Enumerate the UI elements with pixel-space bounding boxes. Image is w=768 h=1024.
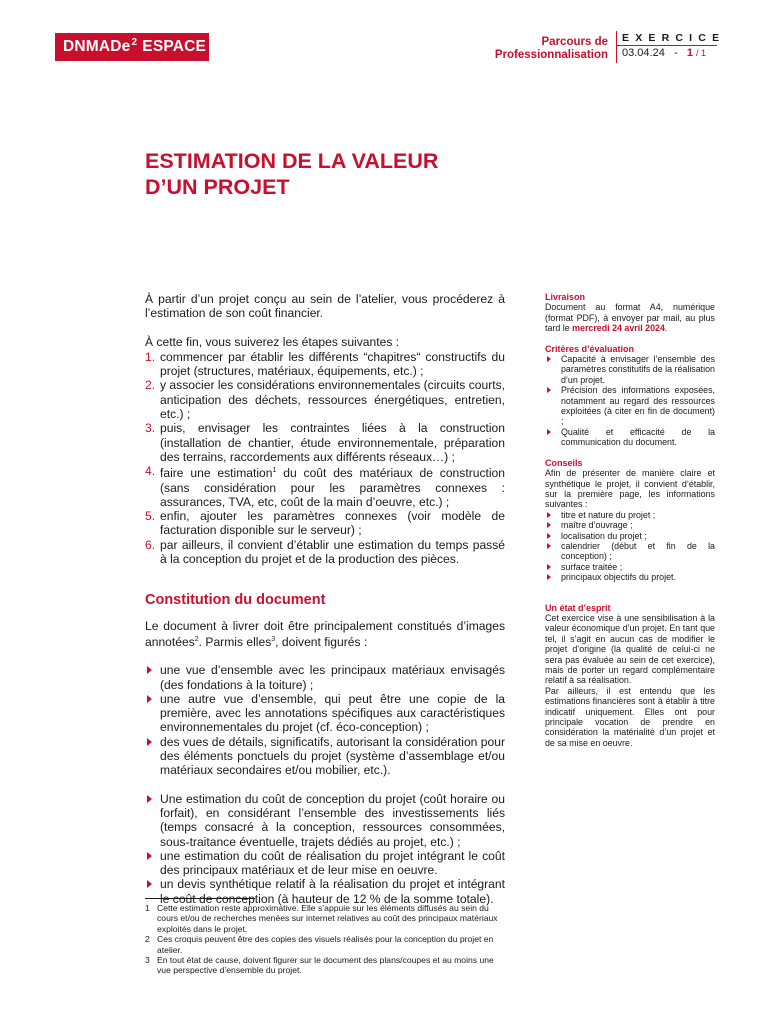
bullet-triangle-icon [547,522,551,528]
esprit-paragraph-1: Cet exercice vise à une sensibilisation à la valeur économique d’un projet. En tant que tel, il s’agit en aucun cas de modifier le projet d’origine (la qualité de celui-ci ne sera pas évaluée au sein de cet exercice), mais de porter un regard complémentaire relatif à sa réalisation. [545,612,715,686]
livraison-text [545,302,715,333]
list-item-text: une autre vue d’ensemble, qui peut être une copie de la première, avec les annotations spécifiques aux caractéristiques environnementales du projet (cf. éco-conception) ; [160,691,505,735]
footnote [145,903,505,934]
footnote-text: Ces croquis peuvent être des copies des visuels réalisés pour la conception du projet en atelier. [157,934,494,955]
exercise-dash: - [674,47,678,59]
footnote [145,934,505,955]
list-item [545,354,715,385]
step-item [145,421,505,464]
main-column [145,292,505,906]
step-number: 2. [145,378,156,393]
exercise-date: 03.04.24 [622,47,665,59]
step-number: 1. [145,349,156,364]
bullet-triangle-icon [147,738,152,746]
dnmade-logo [55,33,209,61]
criteres-heading: Critères d’évaluation [545,343,635,354]
page-number: 1 [686,47,693,59]
list-item [545,520,715,530]
bullet-triangle-icon [147,852,152,860]
step-item [145,378,505,421]
bullet-triangle-icon [547,533,551,539]
list-item-text: Capacité à envisager l’ensemble des paramètres constitutifs de la réalisation d’un projet. [561,354,715,385]
list-item-text: une vue d’ensemble avec les principaux matériaux envisagés (des fondations à la toiture) ; [160,663,505,692]
document-intro-c: , doivent figurés : [275,635,368,649]
exercise-date-line [617,46,717,61]
step-item [145,350,505,379]
list-item [145,663,505,692]
estimates-list [145,792,505,906]
views-list [145,663,505,777]
bullet-triangle-icon [547,543,551,549]
step-number: 6. [145,537,156,552]
footnote-text: Cette estimation reste approximative. Elle s’appuie sur les éléments diffusés au sein du cours et/ou de recherches menées sur internet relatives au coût des principaux matériaux exploités dans le projet. [157,903,498,934]
list-item-text: titre et nature du projet ; [561,509,656,520]
step-item [145,464,505,509]
logo-suffix: ESPACE [142,38,207,55]
parcours-line1: Parcours de [541,36,608,48]
document-intro [145,619,505,650]
bullet-triangle-icon [547,429,551,435]
list-item-text: une estimation du coût de réalisation du projet intégrant le coût des principaux matériaux et de leur mise en oeuvre. [160,848,505,878]
footnote [145,955,505,976]
bullet-triangle-icon [147,880,152,888]
parcours-line2: Professionnalisation [494,49,608,61]
list-item-text: principaux objectifs du projet. [561,572,676,583]
page-total: / 1 [696,48,707,58]
list-item [545,510,715,520]
footnote-ref: 2 [194,635,199,643]
bullet-triangle-icon [547,564,551,570]
list-item-text: surface traitée ; [561,561,623,572]
parcours-label [495,36,608,62]
list-item [545,385,715,427]
list-item-text: maître d’ouvrage ; [561,520,633,531]
list-item [145,692,505,735]
livraison-heading: Livraison [545,292,586,302]
list-item [145,849,505,878]
list-item-text: Précision des informations exposées, notamment au regard des ressources exploitées (à citer en fin de document) ; [561,385,715,427]
exercise-label: EXERCICE [617,31,717,46]
list-item-text: calendrier (début et fin de la conception) ; [561,540,715,562]
list-item-text: localisation du projet ; [561,530,647,541]
document-intro-b: . Parmis elles [198,635,272,649]
footnote-divider [145,898,255,899]
step-text: par ailleurs, il convient d’établir une estimation du temps passé à la conception du projet et de la production des pièces. [160,537,505,567]
list-item-text: Qualité et efficacité de la communication du document. [561,426,715,448]
list-item-text: des vues de détails, significatifs, autorisant la considération pour des éléments ponctuels du projet (système d’assemblage et/ou matériaux secondaires et/ou mobilier, etc.). [160,734,505,778]
step-text-after: du coût des matériaux de construction (sans considération pour les paramètres connexes : assurances, TVA, etc, coût de la main d’oeuvre, etc.) ; [160,466,505,509]
step-item [145,509,505,538]
step-number: 4. [145,464,156,479]
steps-intro: À cette fin, vous suiverez les étapes suivantes : [145,334,400,349]
bullet-triangle-icon [147,795,152,803]
list-item [545,531,715,541]
step-text: puis, envisager les contraintes liées à la construction (installation de chantier, étude environnementale, préparation des terrains, raccordements aux différents réseaux…) ; [160,421,505,464]
side-column [545,292,715,748]
list-item [545,541,715,562]
step-number: 5. [145,509,156,524]
footnotes [145,903,505,976]
title-line2: D’UN PROJET [145,175,290,199]
step-item [145,538,505,567]
page-title [145,148,438,200]
list-item [145,877,505,906]
footnote-number: 1 [145,903,150,913]
footnote-ref: 3 [271,635,276,643]
step-text: y associer les considérations environnementales (circuits courts, anticipation des déchets, ressources énergétiques, entretien, etc.) ; [160,378,505,422]
bullet-triangle-icon [547,574,551,580]
list-item-text: un devis synthétique relatif à la réalisation du projet et intégrant le coût de conception (à hauteur de 12 % de la somme totale). [160,877,505,906]
step-text: commencer par établir les différents “chapitres“ constructifs du projet (structures, matériaux, équipements, etc.) ; [160,349,505,379]
livraison-body: Document au format A4, numérique (format PDF), à envoyer par mail, au plus tard le [545,302,715,334]
bullet-triangle-icon [547,387,551,393]
document-intro-a: Le document à livrer doit être principalement constitués d’images annotées [145,618,505,649]
bullet-triangle-icon [547,356,551,362]
footnote-number: 2 [145,934,150,945]
intro-paragraph: À partir d’un projet conçu au sein de l’atelier, vous procéderez à l’estimation de son coût financier. [145,292,505,321]
criteres-list [545,354,715,448]
list-item-text: Une estimation du coût de conception du projet (coût horaire ou forfait), en considérant l’ensemble des investissements liés (temps consacré à la conception, ressources consommées, sous-traitance éventuelle, trajets dédiés au projet, etc.) ; [160,791,505,849]
footnote-ref: 1 [272,467,277,475]
conseils-heading: Conseils [545,457,583,468]
footnote-text: En tout état de cause, doivent figurer sur le document des plans/coupes et au moins une vue perspective d’ensemble du projet. [157,955,494,976]
list-item [145,792,505,849]
step-text: faire une estimation [160,466,273,481]
conseils-text: Afin de présenter de manière claire et synthétique le projet, il convient d’établir, sur la première page, les informations suivantes : [545,468,715,510]
section-title: Constitution du document [145,592,326,609]
bullet-triangle-icon [147,666,152,674]
list-item [545,562,715,572]
logo-text: DNMADe [63,38,131,55]
step-number: 3. [145,421,156,436]
bullet-triangle-icon [547,512,551,518]
step-text: enfin, ajouter les paramètres connexes (voir modèle de facturation disponible sur le serveur) ; [160,509,505,538]
steps-list [145,350,505,566]
list-item [545,572,715,582]
esprit-heading: Un état d’esprit [545,602,611,613]
livraison-date: mercredi 24 avril 2024 [572,323,665,334]
exercise-box [616,31,726,63]
list-item [145,735,505,778]
conseils-list [545,510,715,583]
title-line1: ESTIMATION DE LA VALEUR [145,149,439,173]
logo-sup: 2 [131,36,138,48]
list-item [545,427,715,448]
footnote-number: 3 [145,955,150,966]
esprit-paragraph-2: Par ailleurs, il est entendu que les estimations financières sont à établir à titre indicatif uniquement. Elles ont pour principale vocation de prendre en considération la matérialité d’un projet et de sa mise en oeuvre. [545,685,715,748]
bullet-triangle-icon [147,695,152,703]
livraison-end: . [664,323,668,334]
